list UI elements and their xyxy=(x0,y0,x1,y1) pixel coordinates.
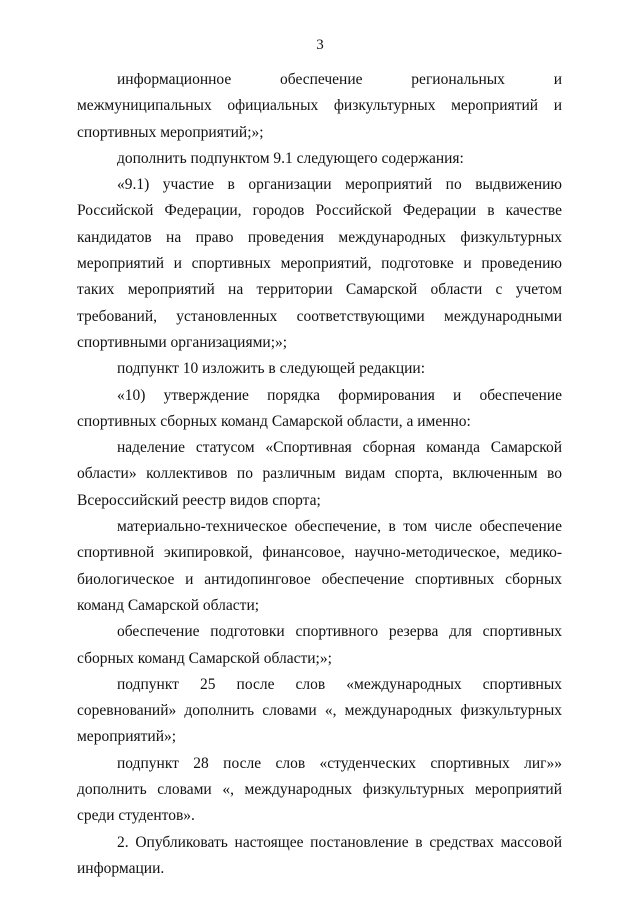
paragraph-subitem-10-intro: подпункт 10 изложить в следующей редакции: xyxy=(117,360,426,378)
paragraph-subitem-28: подпункт 28 после слов «студенческих спортивных лиг»» дополнить словами «, международных физкультурных мероприятий среди студентов». xyxy=(77,754,562,825)
paragraph-subitem-10: «10) утверждение порядка формирования и обеспечение спортивных сборных команд Самарской области, а именно: xyxy=(77,386,562,430)
document-body xyxy=(77,67,562,882)
paragraph-reserve-training: обеспечение подготовки спортивного резерва для спортивных сборных команд Самарской области;»; xyxy=(77,623,562,667)
paragraph-add-subitem-9-1: дополнить подпунктом 9.1 следующего содержания: xyxy=(117,149,464,167)
paragraph-material-support: материально-техническое обеспечение, в том числе обеспечение спортивной экипировкой, финансовое, научно-методическое, медико-биологическое и антидопинговое обеспечение спортивных сборных команд Самарской области; xyxy=(77,518,562,614)
paragraph-subitem-9-1: «9.1) участие в организации мероприятий по выдвижению Российской Федерации, городов Российской Федерации в качестве кандидатов на право проведения международных физкультурных мероприятий и спортивных мероприятий, подготовке и проведению таких мероприятий на территории Самарской области с учетом требований, установленных соответствующими международными спортивными организациями;»; xyxy=(77,176,562,351)
page-number: 3 xyxy=(316,37,324,53)
paragraph-team-status: наделение статусом «Спортивная сборная команда Самарской области» коллективов по различным видам спорта, включенным во Всероссийский реестр видов спорта; xyxy=(77,439,562,509)
paragraph-subitem-25: подпункт 25 после слов «международных спортивных соревнований» дополнить словами «, международных физкультурных мероприятий»; xyxy=(77,675,562,746)
paragraph-publish: 2. Опубликовать настоящее постановление в средствах массовой информации. xyxy=(77,833,562,877)
paragraph-info-support: информационное обеспечение региональных и межмуниципальных официальных физкультурных мероприятий и спортивных мероприятий;»; xyxy=(77,71,562,141)
